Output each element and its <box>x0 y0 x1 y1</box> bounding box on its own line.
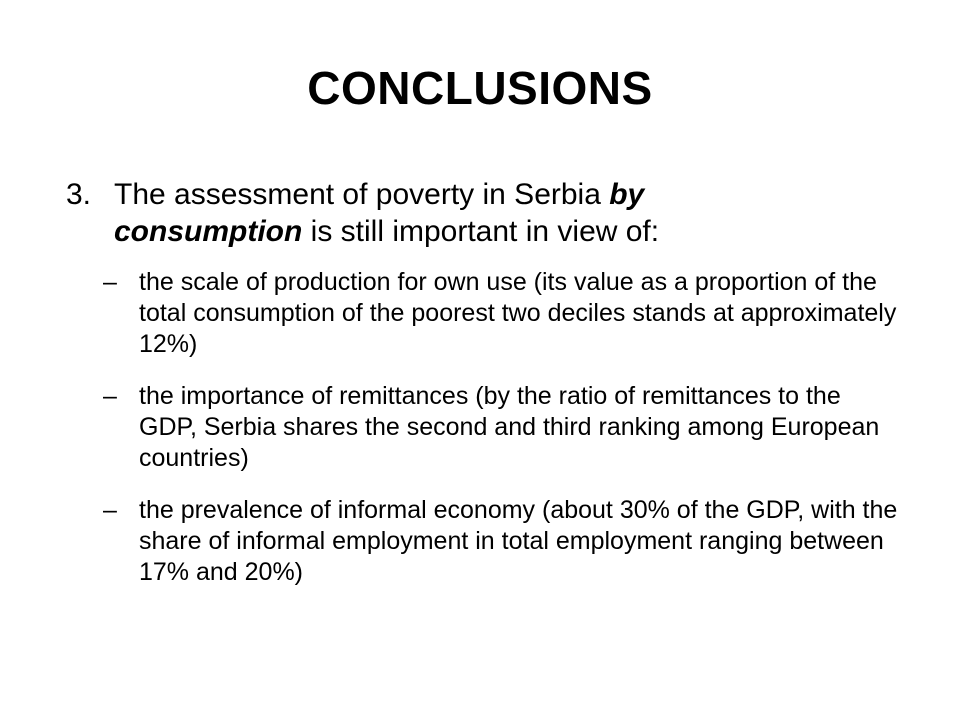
numbered-point <box>66 176 906 250</box>
sub-point-text: the prevalence of informal economy (about 30% of the GDP, with the share of informal employment in total employment ranging between 17% and 20%) <box>139 496 898 586</box>
slide-title: CONCLUSIONS <box>307 62 653 114</box>
point-emphasis-by: by <box>609 178 645 211</box>
sub-point-text: the scale of production for own use (its value as a proportion of the total consumption of the poorest two deciles stands at approximately 12%) <box>139 268 897 358</box>
sub-point <box>103 495 903 588</box>
point-text <box>114 176 906 250</box>
dash-marker: – <box>103 496 117 524</box>
sub-point <box>103 381 903 474</box>
sub-point-list <box>103 267 903 609</box>
point-number: 3. <box>66 178 92 211</box>
dash-marker: – <box>103 382 117 410</box>
point-emphasis-consumption: consumption <box>114 215 303 248</box>
sub-point <box>103 267 903 360</box>
sub-point-text: the importance of remittances (by the ratio of remittances to the GDP, Serbia shares the second and third ranking among European countries) <box>139 382 880 472</box>
dash-marker: – <box>103 268 117 296</box>
point-text-start: The assessment of poverty in Serbia <box>114 178 610 211</box>
point-text-end: is still important in view of: <box>302 215 660 248</box>
